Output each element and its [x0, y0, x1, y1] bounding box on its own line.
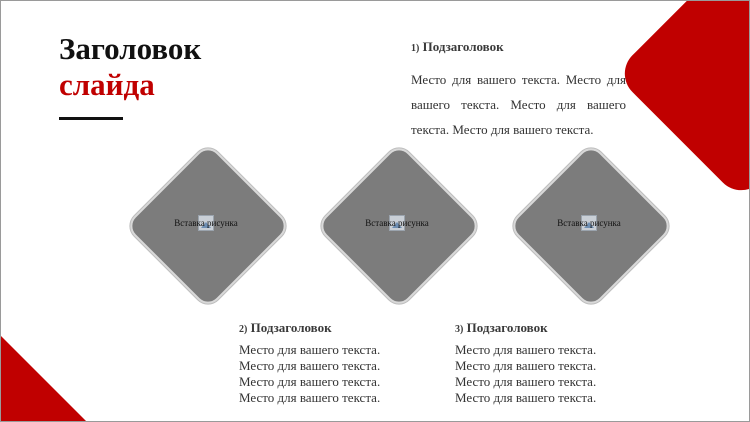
title-line-1: Заголовок [59, 31, 202, 66]
subheading-number: 1) [411, 43, 420, 54]
corner-decoration-bottom-left [0, 281, 130, 422]
subheading-3[interactable] [455, 320, 548, 338]
subheading-text: Подзаголовок [466, 320, 548, 335]
text-line: Место для вашего текста. [455, 390, 597, 405]
text-line: Место для вашего текста. [455, 374, 597, 389]
title-line-2: слайда [59, 67, 155, 102]
text-line: Место для вашего текста. [455, 358, 597, 373]
subheading-text: Подзаголовок [250, 320, 332, 335]
text-line: Место для вашего текста. [239, 358, 381, 373]
image-placeholder-label: Вставка рисунка [365, 218, 429, 228]
text-block-2[interactable] [239, 342, 429, 406]
subheading-2[interactable] [239, 320, 332, 338]
text-block-3[interactable] [455, 342, 645, 406]
subheading-number: 2) [239, 324, 248, 335]
image-placeholder-label: Вставка рисунка [557, 218, 621, 228]
subheading-number: 3) [455, 324, 464, 335]
text-block-1[interactable]: Место для вашего текста. Место для вашего текста. Место для вашего текста. Место для вашего текста. [411, 72, 626, 137]
title-underline [59, 117, 123, 120]
image-placeholder-label: Вставка рисунка [174, 218, 238, 228]
text-line: Место для вашего текста. [239, 390, 381, 405]
image-placeholder-2[interactable] [316, 143, 478, 305]
text-line: Место для вашего текста. [239, 342, 381, 357]
image-placeholder-3[interactable] [508, 143, 670, 305]
image-placeholder-1[interactable] [125, 143, 287, 305]
text-line: Место для вашего текста. [455, 342, 597, 357]
subheading-text: Подзаголовок [422, 39, 504, 54]
subheading-1[interactable] [411, 39, 504, 57]
triangle-icon [50, 330, 78, 344]
slide-title[interactable] [59, 31, 201, 103]
text-line: Место для вашего текста. [239, 374, 381, 389]
